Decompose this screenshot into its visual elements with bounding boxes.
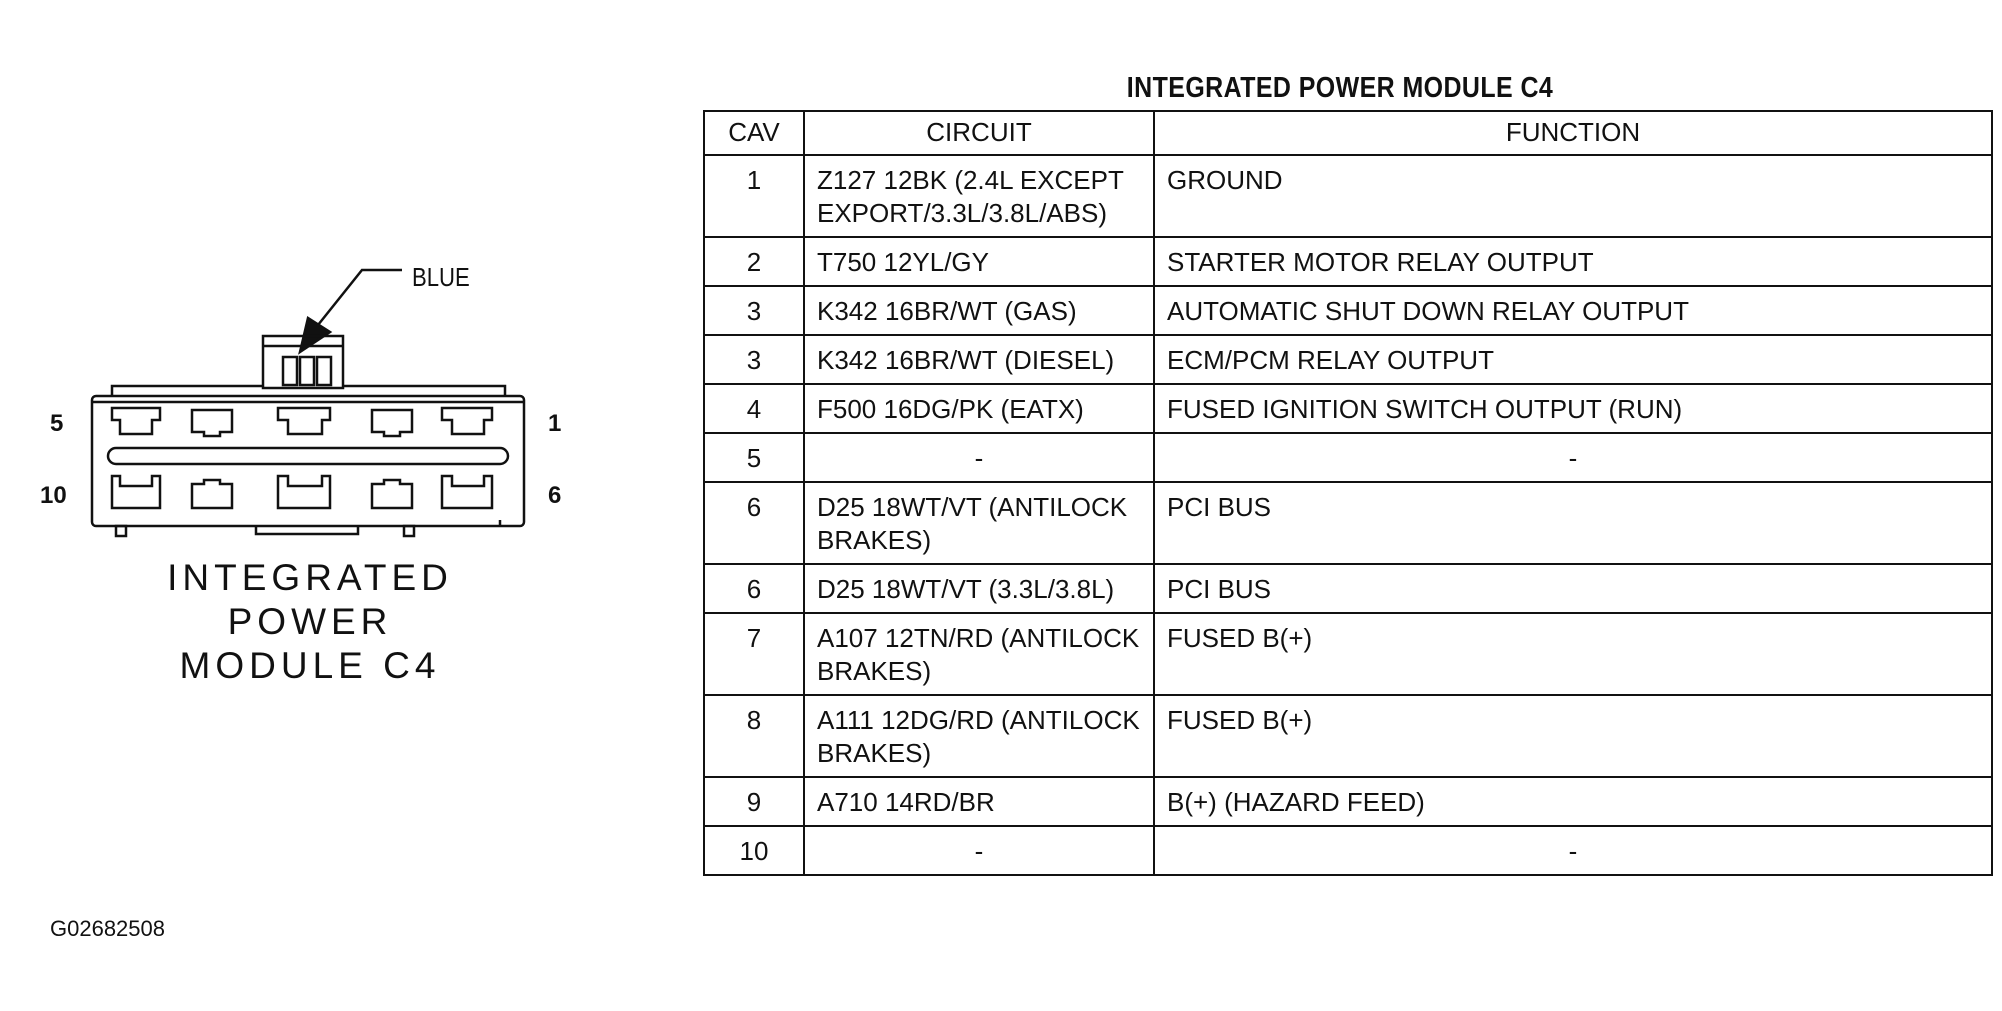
function-cell: FUSED IGNITION SWITCH OUTPUT (RUN): [1154, 384, 1992, 433]
function-cell: FUSED B(+): [1154, 613, 1992, 695]
header-cav: CAV: [704, 111, 804, 155]
function-cell: PCI BUS: [1154, 482, 1992, 564]
function-cell: GROUND: [1154, 155, 1992, 237]
pin-label-1: 1: [548, 410, 562, 437]
table-row: [704, 613, 1992, 695]
cav-cell: 3: [704, 335, 804, 384]
cav-cell: 3: [704, 286, 804, 335]
table-row: [704, 777, 1992, 826]
header-function: FUNCTION: [1154, 111, 1992, 155]
table-row: [704, 695, 1992, 777]
pin-label-5: 5: [50, 410, 64, 437]
circuit-cell: F500 16DG/PK (EATX): [804, 384, 1154, 433]
table-row: [704, 155, 1992, 237]
circuit-cell: A111 12DG/RD (ANTILOCK BRAKES): [804, 695, 1154, 777]
table-title: INTEGRATED POWER MODULE C4: [1126, 72, 1554, 104]
cav-cell: 9: [704, 777, 804, 826]
table-row: [704, 433, 1992, 482]
circuit-cell: -: [804, 826, 1154, 875]
function-cell: PCI BUS: [1154, 564, 1992, 613]
connector-name-line-3: MODULE C4: [179, 645, 441, 686]
connector-body: [92, 396, 524, 526]
connector-slot: [108, 448, 508, 464]
table-row: [704, 237, 1992, 286]
table-row: [704, 384, 1992, 433]
cav-cell: 2: [704, 237, 804, 286]
cav-cell: 10: [704, 826, 804, 875]
table-row: [704, 482, 1992, 564]
table-row: [704, 826, 1992, 875]
circuit-cell: A710 14RD/BR: [804, 777, 1154, 826]
table-header-row: [704, 111, 1992, 155]
circuit-cell: K342 16BR/WT (GAS): [804, 286, 1154, 335]
figure-id: G02682508: [50, 916, 165, 941]
cav-cell: 4: [704, 384, 804, 433]
table-row: [704, 335, 1992, 384]
function-cell: FUSED B(+): [1154, 695, 1992, 777]
circuit-cell: D25 18WT/VT (3.3L/3.8L): [804, 564, 1154, 613]
function-cell: AUTOMATIC SHUT DOWN RELAY OUTPUT: [1154, 286, 1992, 335]
connector-name-line-1: INTEGRATED: [167, 557, 453, 598]
connector-name-label: [140, 556, 480, 688]
pinout-table: [703, 110, 1993, 876]
function-cell: -: [1154, 826, 1992, 875]
connector-name-line-2: POWER: [227, 601, 393, 642]
pin-label-6: 6: [548, 482, 562, 509]
circuit-cell: -: [804, 433, 1154, 482]
cav-cell: 6: [704, 564, 804, 613]
cav-cell: 8: [704, 695, 804, 777]
table-row: [704, 564, 1992, 613]
circuit-cell: K342 16BR/WT (DIESEL): [804, 335, 1154, 384]
table-row: [704, 286, 1992, 335]
function-cell: STARTER MOTOR RELAY OUTPUT: [1154, 237, 1992, 286]
blue-color-callout: BLUE: [412, 262, 470, 292]
cav-cell: 5: [704, 433, 804, 482]
header-circuit: CIRCUIT: [804, 111, 1154, 155]
cav-cell: 6: [704, 482, 804, 564]
blue-callout-leader: [318, 270, 402, 325]
circuit-cell: T750 12YL/GY: [804, 237, 1154, 286]
cav-cell: 1: [704, 155, 804, 237]
function-cell: -: [1154, 433, 1992, 482]
cavity-row-bottom: [112, 476, 492, 508]
circuit-cell: A107 12TN/RD (ANTILOCK BRAKES): [804, 613, 1154, 695]
function-cell: B(+) (HAZARD FEED): [1154, 777, 1992, 826]
circuit-cell: Z127 12BK (2.4L EXCEPT EXPORT/3.3L/3.8L/ABS): [804, 155, 1154, 237]
pin-label-10: 10: [40, 482, 67, 509]
cavity-row-top: [112, 408, 492, 436]
function-cell: ECM/PCM RELAY OUTPUT: [1154, 335, 1992, 384]
circuit-cell: D25 18WT/VT (ANTILOCK BRAKES): [804, 482, 1154, 564]
cav-cell: 7: [704, 613, 804, 695]
